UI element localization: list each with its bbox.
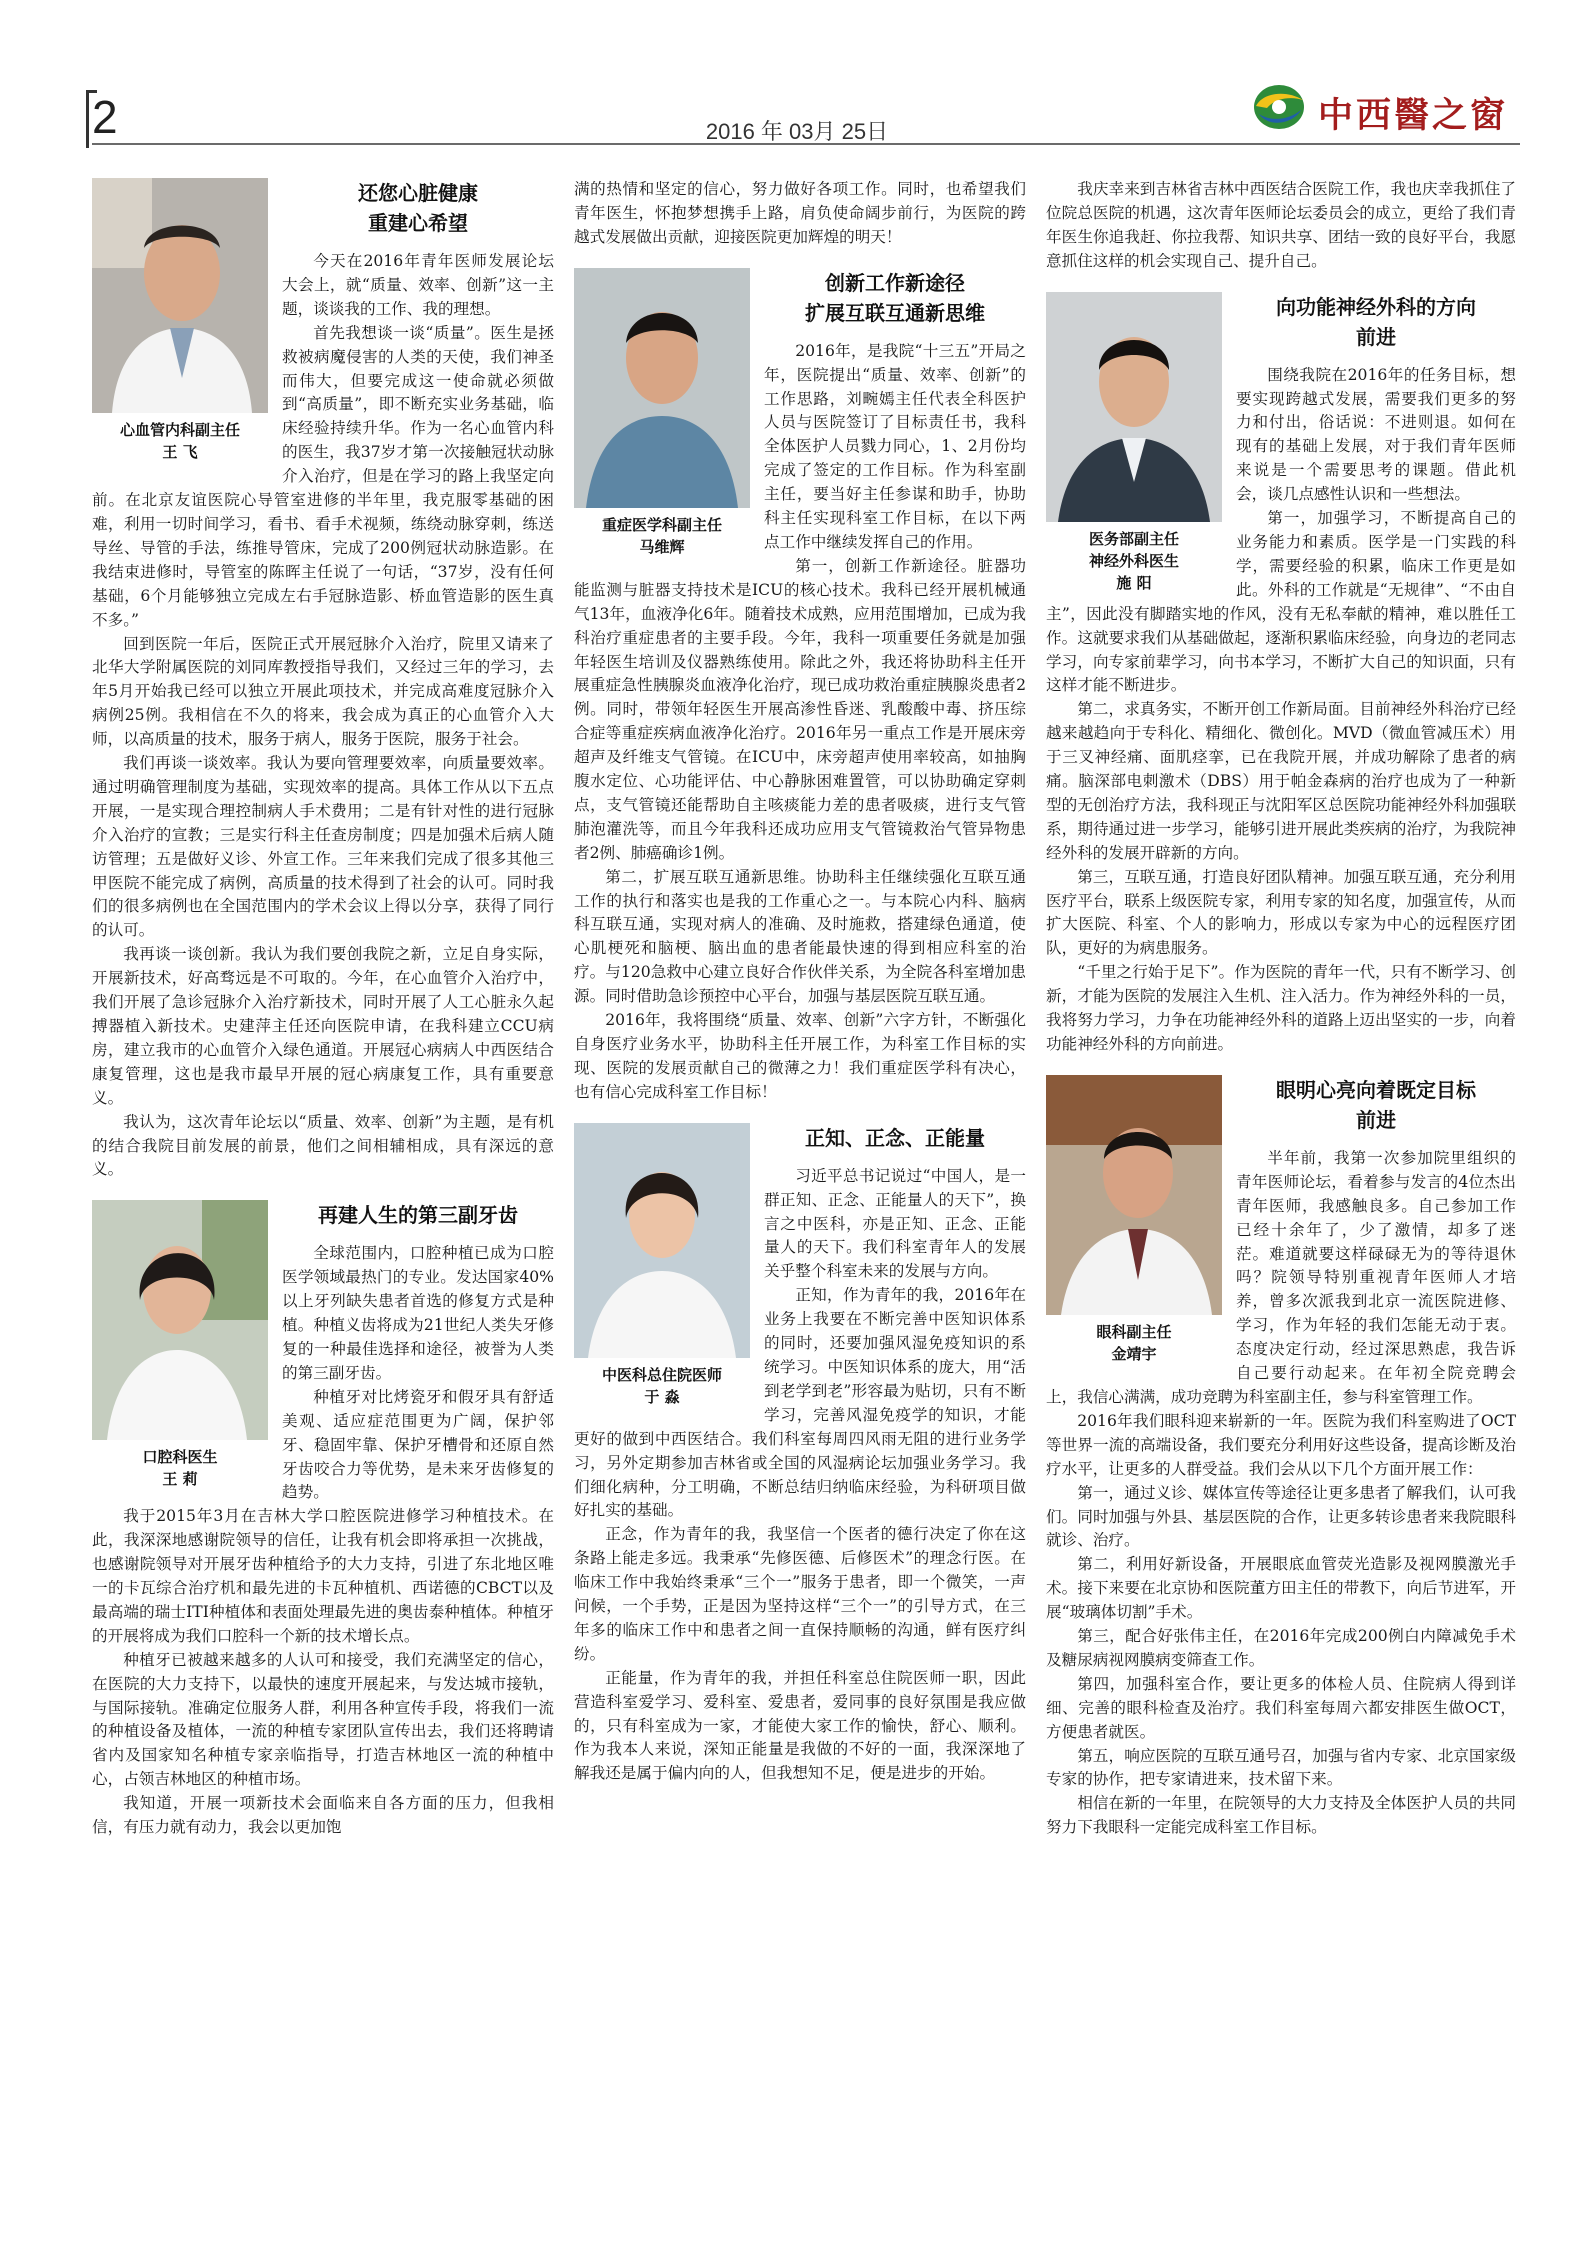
- portrait-photo: [92, 178, 268, 413]
- paragraph: 我认为，这次青年论坛以“质量、效率、创新”为主题，是有机的结合我院目前发展的前景，他们之间相辅相成，具有深远的意义。: [92, 1112, 554, 1179]
- photo-jin-jingyu: [1046, 1075, 1222, 1365]
- caption-name: 于 淼: [644, 1387, 680, 1406]
- paragraph: 相信在新的一年里，在院领导的大力支持及全体医护人员的共同努力下我眼科一定能完成科室工作目标。: [1046, 1794, 1516, 1837]
- caption-name: 王 莉: [162, 1470, 198, 1489]
- page-header: [0, 0, 1594, 150]
- portrait-photo: [1046, 292, 1222, 522]
- article-dental: [92, 1200, 554, 1840]
- title-line-2: 前进: [1356, 324, 1396, 349]
- article-tcm: [574, 1123, 1026, 1787]
- caption-title: 口腔科医生: [142, 1448, 218, 1467]
- paragraph: 第二，扩展互联互通新思维。协助科主任继续强化互联互通工作的执行和落实也是我的工作重心之一。与本院心内科、脑病科互联互通，实现对病人的准确、及时施救，搭建绿色通道，使心肌梗死和脑梗、脑出血的患者能最快速的得到相应科室的治疗。与120急救中心建立良好合作伙伴关系，为全院各科室增加患源。同时借助急诊预控中心平台，加强与基层医院互联互通。: [574, 867, 1026, 1006]
- paragraph: 第二，利用好新设备，开展眼底血管荧光造影及视网膜激光手术。接下来要在北京协和医院董方田主任的带教下，向后节进军，开展“玻璃体切割”手术。: [1046, 1555, 1516, 1622]
- paragraph: 回到医院一年后，医院正式开展冠脉介入治疗，院里又请来了北华大学附属医院的刘同库教授指导我们，又经过三年的学习，去年5月开始我已经可以独立开展此项技术，并完成高难度冠脉介入病例25例。我相信在不久的将来，我会成为真正的心血管介入大师，以高质量的技术，服务于病人，服务于医院，服务于社会。: [92, 634, 554, 749]
- paragraph: 种植牙对比烤瓷牙和假牙具有舒适美观、适应症范围更为广阔，保护邻牙、稳固牢靠、保护牙槽骨和还原自然牙齿咬合力等优势，是未来牙齿修复的趋势。: [282, 1387, 554, 1502]
- paragraph: 正念，作为青年的我，我坚信一个医者的德行决定了你在这条路上能走多远。我秉承“先修医德、后修医术”的理念行医。在临床工作中我始终秉承“三个一”服务于患者，即一个微笑，一声问候，一个手势，正是因为坚持这样“三个一”的引导方式，在三年多的临床工作中和患者之间一直保持顺畅的沟通，鲜有医疗纠纷。: [574, 1525, 1026, 1663]
- paragraph: 半年前，我第一次参加院里组织的青年医师论坛，看着参与发言的4位杰出青年医师，我感触良多。自己参加工作已经十余年了，少了激情，却多了迷茫。难道就要这样碌碌无为的等待退休吗？院领导特别重视青年医师人才培养，曾多次派我到北京一流医院进修、学习，作为年轻的我们怎能无动于衷。态度决定行动，经过深思熟虑，我告诉自己要行动起来。在年初全院竞聘会上，我信心满满，成功竞聘为科室副主任，参与科室管理工作。: [1046, 1148, 1516, 1406]
- paragraph: 第五，响应医院的互联互通号召，加强与省内专家、北京国家级专家的协作，把专家请进来，技术留下来。: [1046, 1746, 1516, 1789]
- paragraph: 2016年，我将围绕“质量、效率、创新”六字方针，不断强化自身医疗业务水平，协助科主任开展工作，为科室工作目标的实现、医院的发展贡献自己的微薄之力！我们重症医学科有决心，也有信心完成科室工作目标！: [574, 1011, 1026, 1101]
- caption-name: 王 飞: [162, 443, 198, 461]
- photo-shi-yang: [1046, 292, 1222, 594]
- paragraph: 第三，互联互通，打造良好团队精神。加强互联互通，充分利用医疗平台，联系上级医院专家，利用专家的知名度，加强宣传，从而扩大医院、科室、个人的影响力，形成以专家为中心的远程医疗团队，更好的为病患服务。: [1046, 867, 1516, 958]
- paragraph: 我们再谈一谈效率。我认为要向管理要效率，向质量要效率。通过明确管理制度为基础，实现效率的提高。具体工作从以下五点开展，一是实现合理控制病人手术费用；二是有针对性的进行冠脉介入治疗的宣教；三是实行科主任查房制度；四是加强术后病人随访管理；五是做好义诊、外宣工作。三年来我们完成了很多其他三甲医院不能完成了病例，高质量的技术得到了社会的认可。同时我们的很多病例也在全国范围内的学术会议上得以分享，获得了同行的认可。: [92, 754, 554, 940]
- column-2: [574, 178, 1026, 1804]
- paragraph: 第一，加强学习，不断提高自己的业务能力和素质。医学是一门实践的科学，需要经验的积累，临床工作更是如此。外科的工作就是“无规律”、“不由自主”，因此没有脚踏实地的作风，没有无私奉献的精神，难以胜任工作。这就要求我们从基础做起，逐渐积累临床经验，向身边的老同志学习，向专家前辈学习，向书本学习，不断扩大自己的知识面，只有这样才能不断进步。: [1046, 509, 1516, 695]
- portrait-photo: [92, 1200, 268, 1440]
- paragraph: 2016年我们眼科迎来崭新的一年。医院为我们科室购进了OCT等世界一流的高端设备，我们要充分利用好这些设备，提高诊断及治疗水平，让更多的人群受益。我们会从以下几个方面开展工作：: [1046, 1411, 1516, 1478]
- paragraph: 我再谈一谈创新。我认为我们要创我院之新，立足自身实际，开展新技术，好高骛远是不可取的。今年，在心血管介入治疗中，我们开展了急诊冠脉介入治疗新技术，同时开展了人工心脏永久起搏器植入新技术。史建萍主任还向医院申请，在我科建立CCU病房，建立我市的心血管介入绿色通道。开展冠心病病人中西医结合康复管理，这也是我市最早开展的冠心病康复工作，具有重要意义。: [92, 945, 554, 1107]
- title-line-2: 重建心希望: [368, 211, 468, 235]
- paragraph: 第三，配合好张伟主任，在2016年完成200例白内障减免手术及糖尿病视网膜病变筛查工作。: [1046, 1627, 1516, 1669]
- title-line-1: 向功能神经外科的方向: [1276, 294, 1476, 319]
- caption-name: 金靖宇: [1111, 1344, 1157, 1363]
- paragraph: 第一，创新工作新途径。脏器功能监测与脏器支持技术是ICU的核心技术。我科已经开展机械通气13年，血液净化6年。随着技术成熟，应用范围增加，已成为我科治疗重症患者的主要手段。今年，我科一项重要任务就是加强年轻医生培训及仪器熟练使用。除此之外，我还将协助科主任开展重症急性胰腺炎血液净化治疗，现已成功救治重症胰腺炎患者2例。同时，带领年轻医生开展高渗性昏迷、乳酸酸中毒、挤压综合症等重症疾病血液净化治疗。2016年另一重点工作是开展床旁超声及纤维支气管镜。在ICU中，床旁超声使用率较高，如抽胸腹水定位、心功能评估、中心静脉困难置管，可以协助确定穿刺点，支气管镜还能帮助自主咳痰能力差的患者吸痰，进行支气管肺泡灌洗等，而且今年我科还成功应用支气管镜救治气管异物患者2例、肺癌确诊1例。: [574, 556, 1026, 862]
- paragraph: 全球范围内，口腔种植已成为口腔医学领域最热门的专业。发达国家40%以上牙列缺失患者首选的修复方式是种植。种植义齿将成为21世纪人类失牙修复的一种最佳选择和途径，被誉为人类的第三副牙齿。: [282, 1244, 554, 1382]
- caption-title: 眼科副主任: [1096, 1322, 1172, 1341]
- title-line-2: 扩展互联互通新思维: [805, 300, 985, 325]
- brand-name: 中西醫之窗: [1318, 95, 1509, 136]
- title-line-1: 正知、正念、正能量: [805, 1125, 985, 1150]
- paragraph: 满的热情和坚定的信心，努力做好各项工作。同时，也希望我们青年医生，怀抱梦想携手上路，肩负使命阔步前行，为医院的跨越式发展做出贡献，迎接医院更加辉煌的明天！: [574, 180, 1026, 246]
- paragraph: 第四，加强科室合作，要让更多的体检人员、住院病人得到详细、完善的眼科检查及治疗。我们科室每周六都安排医生做OCT，方便患者就医。: [1046, 1674, 1516, 1741]
- photo-wang-li: [92, 1200, 268, 1490]
- caption-title: 神经外科医生: [1088, 551, 1179, 570]
- caption-title: 重症医学科副主任: [601, 515, 722, 534]
- paragraph: 首先我想谈一谈“质量”。医生是拯救被病魔侵害的人类的天使，我们神圣而伟大，但要完成这一使命就必须做到“高质量”，即不断充实业务基础，临床经验持续升华。作为一名心血管内科的医生，我37岁才第一次接触冠状动脉介入治疗，但是在学习的路上我坚定向前。在北京友谊医院心导管室进修的半年里，我克服零基础的困难，利用一切时间学习，看书、看手术视频，练绕动脉穿刺，练送导丝、导管的手法，练推导管床，完成了200例冠状动脉造影。在我结束进修时，导管室的陈晖主任说了一句话，“37岁，没有任何基础，6个月能够独立完成左右手冠脉造影、桥血管造影的医生真不多。”: [92, 323, 554, 629]
- paragraph: 今天在2016年青年医师发展论坛大会上，就“质量、效率、创新”这一主题，谈谈我的工作、我的理想。: [282, 252, 554, 318]
- paragraph: 正知，作为青年的我，2016年在业务上我要在不断完善中医知识体系的同时，还要加强风湿免疫知识的系统学习。中医知识体系的庞大，用“活到老学到老”形容最为贴切，只有不断学习，完善风湿免疫学的知识，才能更好的做到中西医结合。我们科室每周四风雨无阻的进行业务学习，另外定期参加吉林省或全国的风湿病论坛加强业务学习。我们细化病种，分工明确，不断总结归纳临床经验，为科研项目做好扎实的基础。: [574, 1286, 1026, 1520]
- article-eye: [1046, 1075, 1516, 1840]
- column-1: [92, 178, 554, 1858]
- header-rule: [92, 143, 1520, 145]
- brand-logo-icon: [1253, 82, 1305, 132]
- title-line-1: 再建人生的第三副牙齿: [318, 1203, 518, 1228]
- article-heart: [92, 178, 554, 1182]
- caption-title: 心血管内科副主任: [119, 421, 240, 439]
- caption-title: 医务部副主任: [1088, 529, 1179, 548]
- caption-name: 施 阳: [1116, 573, 1152, 592]
- paragraph: “千里之行始于足下”。作为医院的青年一代，只有不断学习、创新，才能为医院的发展注入生机、注入活力。作为神经外科的一员，我将努力学习，力争在功能神经外科的道路上迈出坚实的一步，向着功能神经外科的方向前进。: [1046, 963, 1516, 1053]
- caption-title: 中医科总住院医师: [601, 1365, 722, 1384]
- paragraph: 习近平总书记说过“中国人，是一群正知、正念、正能量人的天下”，换言之中医科，亦是正知、正念、正能量人的天下。我们科室青年人的发展关乎整个科室未来的发展与方向。: [764, 1166, 1026, 1281]
- paragraph: 种植牙已被越来越多的人认可和接受，我们充满坚定的信心，在医院的大力支持下，以最快的速度开展起来，与发达城市接轨，与国际接轨。准确定位服务人群，利用各种宣传手段，将我们一流的种植设备及植体，一流的种植专家团队宣传出去，我们还将聘请省内及国家知名种植专家亲临指导，打造吉林地区一流的种植中心，占领吉林地区的种植市场。: [92, 1650, 554, 1789]
- article-neuro: [1046, 178, 1516, 1057]
- paragraph: 正能量，作为青年的我，并担任科室总住院医师一职，因此营造科室爱学习、爱科室、爱患者，爱同事的良好氛围是我应做的，只有科室成为一家，才能使大家工作的愉快，舒心、顺利。作为我本人来说，深知正能量是我做的不好的一面，我深深地了解我还是属于偏内向的人，但我想知不足，便是进步的开始。: [574, 1668, 1026, 1783]
- photo-yu-miao: [574, 1123, 750, 1408]
- article-icu: [574, 178, 1026, 1105]
- portrait-photo: [1046, 1075, 1222, 1315]
- paragraph: 我知道，开展一项新技术会面临来自各方面的压力，但我相信，有压力就有动力，我会以更加饱: [92, 1794, 554, 1837]
- paragraph: 2016年，是我院“十三五”开局之年，医院提出“质量、效率、创新”的工作思路，刘畹嫣主任代表全科医护人员与医院签订了目标责任书，我科全体医护人员戮力同心，1、2月份均完成了签定的工作目标。作为科室副主任，要当好主任参谋和助手，协助科主任实现科室工作目标，在以下两点工作中继续发挥自己的作用。: [764, 341, 1026, 551]
- paragraph: 我庆幸来到吉林省吉林中西医结合医院工作，我也庆幸我抓住了位院总医院的机遇，这次青年医师论坛委员会的成立，更给了我们青年医生你追我赶、你拉我帮、知识共享、团结一致的良好平台，我愿意抓住这样的机会实现自己、提升自己。: [1046, 180, 1516, 270]
- page-number: 2: [92, 91, 118, 143]
- title-line-2: 前进: [1356, 1107, 1396, 1132]
- portrait-photo: [574, 268, 750, 508]
- column-3: [1046, 178, 1516, 1858]
- title-line-1: 眼明心亮向着既定目标: [1276, 1077, 1476, 1102]
- paragraph: 第二，求真务实，不断开创工作新局面。目前神经外科治疗已经越来越趋向于专科化、精细化、微创化。MVD（微血管减压术）用于三叉神经痛、面肌痉挛，已在我院开展，并成功解除了患者的病痛。脑深部电刺激术（DBS）用于帕金森病的治疗也成为了一种新型的无创治疗方法，我科现正与沈阳军区总医院功能神经外科加强联系，期待通过进一步学习，能够引进开展此类疾病的治疗，为我院神经外科的发展开辟新的方向。: [1046, 700, 1516, 862]
- title-line-1: 还您心脏健康: [358, 181, 478, 205]
- paragraph: 围绕我院在2016年的任务目标，想要实现跨越式发展，需要我们更多的努力和付出，俗话说：不进则退。如何在现有的基础上发展，对于我们青年医师来说是一个需要思考的课题。借此机会，谈几点感性认识和一些想法。: [1236, 365, 1516, 504]
- photo-wang-fei: [92, 178, 268, 463]
- issue-date: 2016 年 03月 25日: [705, 119, 889, 144]
- title-line-1: 创新工作新途径: [825, 270, 965, 295]
- paragraph: 第一，通过义诊、媒体宣传等途径让更多患者了解我们，认可我们。同时加强与外县、基层医院的合作，让更多转诊患者来我院眼科就诊、治疗。: [1046, 1483, 1516, 1550]
- photo-ma-weihui: [574, 268, 750, 558]
- caption-name: 马维辉: [639, 537, 685, 556]
- portrait-photo: [574, 1123, 750, 1358]
- paragraph: 我于2015年3月在吉林大学口腔医院进修学习种植技术。在此，我深深地感谢院领导的信任，让我有机会即将承担一次挑战，也感谢院领导对开展牙齿种植给予的大力支持，引进了东北地区唯一的卡瓦综合治疗机和最先进的卡瓦种植机、西诺德的CBCT以及最高端的瑞士ITI种植体和表面处理最先进的奥齿泰种植体。种植牙的开展将成为我们口腔科一个新的技术增长点。: [92, 1507, 554, 1645]
